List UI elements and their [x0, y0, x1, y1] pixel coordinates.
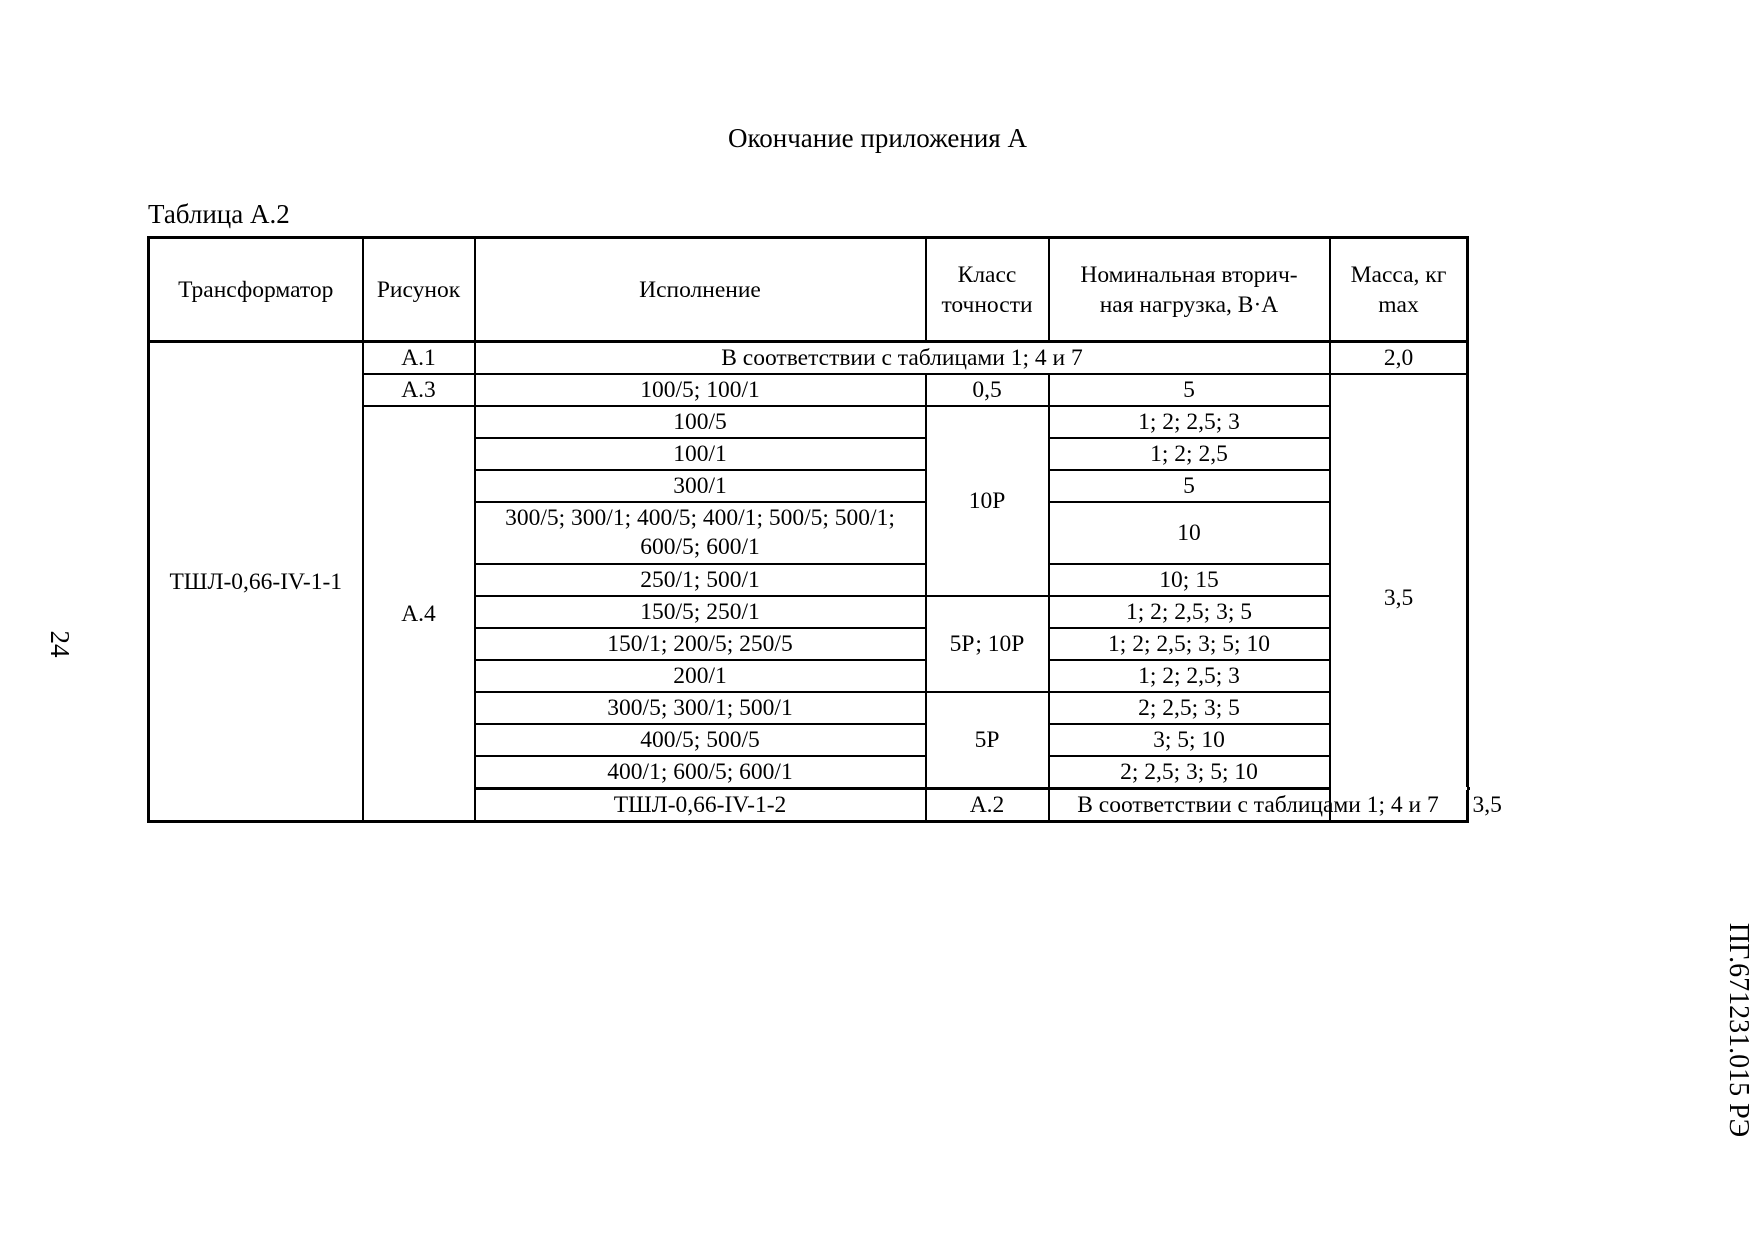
figure-cell: А.2: [926, 789, 1049, 822]
load-cell: 1; 2; 2,5: [1049, 438, 1330, 470]
accuracy-cell: 5Р; 10Р: [926, 596, 1049, 692]
execution-cell: 250/1; 500/1: [475, 564, 926, 596]
execution-cell: [475, 502, 926, 564]
load-cell: 5: [1049, 470, 1330, 502]
accuracy-cell: 10Р: [926, 406, 1049, 596]
header-figure: Рисунок: [363, 238, 475, 342]
header-secondary-load: [1049, 238, 1330, 342]
transformer-cell-group2: ТШЛ-0,66-IV-1-2: [475, 789, 926, 822]
figure-cell: А.3: [363, 374, 475, 406]
header-accuracy-line-2: точности: [941, 291, 1033, 318]
header-accuracy-line-1: Класс: [957, 261, 1017, 288]
mass-cell: 2,0: [1330, 342, 1468, 375]
table-row: ТШЛ-0,66-IV-1-2 А.2 В соответствии с таблицами 1; 4 и 7 3,5: [149, 789, 1468, 822]
transformer-spec-table: [147, 236, 1502, 823]
load-cell: 1; 2; 2,5; 3; 5; 10: [1049, 628, 1330, 660]
header-mass-line-1: Масса, кг: [1350, 261, 1447, 288]
execution-cell: 300/1: [475, 470, 926, 502]
header-load-line-1: Номинальная вторич-: [1080, 261, 1298, 288]
execution-line-2: 600/5; 600/1: [640, 534, 760, 560]
merged-note-cell: В соответствии с таблицами 1; 4 и 7: [475, 342, 1330, 375]
load-cell: 1; 2; 2,5; 3: [1049, 660, 1330, 692]
load-cell: 3; 5; 10: [1049, 724, 1330, 756]
execution-cell: 400/1; 600/5; 600/1: [475, 756, 926, 789]
table-caption: Таблица А.2: [148, 199, 290, 229]
load-cell: 5: [1049, 374, 1330, 406]
mass-cell: 3,5: [1330, 374, 1468, 822]
execution-cell: 300/5; 300/1; 500/1: [475, 692, 926, 724]
merged-note-cell: В соответствии с таблицами 1; 4 и 7: [1049, 789, 1468, 822]
header-accuracy-class: [926, 238, 1049, 342]
execution-line-1: 300/5; 300/1; 400/5; 400/1; 500/5; 500/1;: [505, 505, 895, 531]
table-header-row: [149, 238, 1468, 342]
load-cell: 1; 2; 2,5; 3; 5: [1049, 596, 1330, 628]
figure-cell: А.4: [363, 406, 475, 822]
execution-cell: 100/1: [475, 438, 926, 470]
execution-cell: 100/5: [475, 406, 926, 438]
table-row: [149, 342, 1468, 375]
execution-cell: 150/1; 200/5; 250/5: [475, 628, 926, 660]
header-transformer: Трансформатор: [149, 238, 363, 342]
load-cell: 10: [1049, 502, 1330, 564]
transformer-cell-group1: ТШЛ-0,66-IV-1-1: [149, 342, 363, 822]
header-mass-line-2: max: [1378, 291, 1419, 318]
accuracy-cell: 0,5: [926, 374, 1049, 406]
load-cell: 10; 15: [1049, 564, 1330, 596]
header-load-line-2: ная нагрузка, В·А: [1099, 291, 1279, 318]
load-cell: 2; 2,5; 3; 5: [1049, 692, 1330, 724]
execution-cell: 150/5; 250/1: [475, 596, 926, 628]
load-cell: 2; 2,5; 3; 5; 10: [1049, 756, 1330, 789]
figure-cell: А.1: [363, 342, 475, 375]
page-heading: Окончание приложения А: [728, 123, 1027, 153]
header-execution: Исполнение: [475, 238, 926, 342]
execution-cell: 400/5; 500/5: [475, 724, 926, 756]
page-number: 24: [45, 630, 75, 658]
load-cell: 1; 2; 2,5; 3: [1049, 406, 1330, 438]
document-code: ПГ.671231.015 РЭ: [1723, 922, 1754, 1138]
execution-cell: 100/5; 100/1: [475, 374, 926, 406]
accuracy-cell: 5Р: [926, 692, 1049, 789]
header-mass: [1330, 238, 1468, 342]
execution-cell: 200/1: [475, 660, 926, 692]
